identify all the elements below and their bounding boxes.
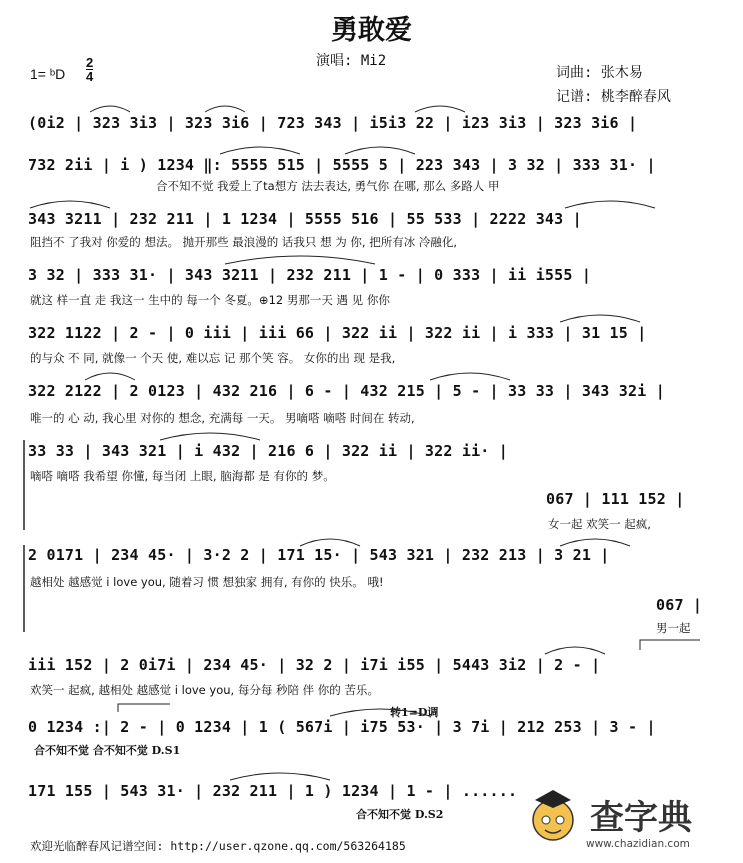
slur-mark [90, 106, 130, 112]
key-change-mark: 转1=D调 [390, 706, 439, 719]
score-row-11-notes: iii 152 | 2 0i7i | 234 45· | 32 2 | i7i i55 | 5443 3i2 | 2 - | [28, 656, 601, 674]
score-row-3-notes: 343 3211 | 232 211 | 1 1234 | 5555 516 | 55 533 | 2222 343 | [28, 210, 582, 228]
score-row-2-notes: 732 2ii | i ) 1234 ‖: 5555 515 | 5555 5 | 223 343 | 3 32 | 333 31· | [28, 156, 656, 174]
slur-mark [205, 106, 245, 112]
score-row-10-notes: 067 | [656, 596, 703, 614]
score-row-4-notes: 3 32 | 333 31· | 343 3211 | 232 211 | 1 - | 0 333 | ii i555 | [28, 266, 592, 284]
score-row-12-lyrics: 合不知不觉 合不知不觉 D.S1 [34, 744, 181, 757]
slur-mark [560, 315, 640, 322]
time-signature-top: 2 [86, 55, 94, 70]
volta-bracket [118, 704, 170, 712]
slur-mark [330, 709, 430, 716]
score-row-9-notes: 2 0171 | 234 45· | 3·2 2 | 171 15· | 543 321 | 232 213 | 3 21 | [28, 546, 610, 564]
slur-mark [430, 373, 510, 380]
footer-credit: 欢迎光临醉春风记谱空间: http://user.qzone.qq.com/563264185 [30, 839, 406, 853]
score-row-8-notes: 067 | 111 152 | [546, 490, 685, 508]
score-row-8-lyrics: 女一起 欢笑一 起疯, [548, 517, 651, 531]
score-row-13-lyrics: 合不知不觉 D.S2 [356, 808, 444, 821]
slur-mark [220, 147, 300, 154]
score-row-2-lyrics: 合不知不觉 我爱上了ta想方 法去表达, 勇气你 在哪, 那么 多路人 甲 [156, 179, 500, 193]
key-signature: 1= ᵇD [30, 66, 66, 82]
slur-mark [300, 539, 360, 546]
score-row-9-lyrics: 越相处 越感觉 i love you, 随着习 惯 想独家 拥有, 有你的 快乐。 哦! [30, 575, 384, 589]
song-title: 勇敢爱 [331, 15, 412, 46]
slur-mark [225, 256, 375, 264]
score-row-4-lyrics: 就这 样一直 走 我这一 生中的 每一个 冬夏。⊕12 男那一天 遇 见 你你 [30, 293, 390, 307]
logo-wordmark: 查字典 [590, 798, 692, 838]
score-row-11-lyrics: 欢笑一 起疯, 越相处 越感觉 i love you, 每分每 秒陪 伴 你的 苦乐。 [30, 683, 379, 697]
transcriber-credit: 记谱: 桃李醉春风 [556, 89, 671, 105]
slur-mark [565, 201, 655, 208]
score-row-13-notes: 171 155 | 543 31· | 232 211 | 1 ) 1234 | 1 - | ...... [28, 782, 518, 800]
slur-mark [160, 433, 260, 440]
slur-mark [230, 773, 330, 780]
score-row-7-notes: 33 33 | 343 321 | i 432 | 216 6 | 322 ii | 322 ii· | [28, 442, 508, 460]
slur-mark [30, 201, 110, 208]
score-row-5-lyrics: 的与众 不 同, 就像一 个天 使, 难以忘 记 那个笑 容。 女你的出 现 是我, [30, 351, 396, 365]
time-signature-bottom: 4 [86, 69, 94, 84]
singer-credit: 演唱: Mi2 [316, 53, 387, 69]
score-row-10-lyrics: 男一起 [656, 621, 691, 635]
slur-mark [415, 106, 465, 112]
score-row-5-notes: 322 1122 | 2 - | 0 iii | iii 66 | 322 ii | 322 ii | i 333 | 31 15 | [28, 324, 647, 342]
score-row-12-notes: 0 1234 :| 2 - | 0 1234 | 1 ( 567i | i75 53· | 3 7i | 212 253 | 3 - | [28, 718, 656, 736]
slur-mark [85, 373, 135, 380]
score-row-1-notes: (0i2 | 323 3i3 | 323 3i6 | 723 343 | i5i3 22 | i23 3i3 | 323 3i6 | [28, 114, 638, 132]
score-row-6-lyrics: 唯一的 心 动, 我心里 对你的 想念, 充满每 一天。 男嘀嗒 嘀嗒 时间在 转动, [30, 411, 415, 425]
slur-mark [545, 647, 605, 654]
slur-mark [345, 147, 415, 154]
slur-mark [560, 539, 630, 546]
score-row-7-lyrics: 嘀嗒 嘀嗒 我希望 你懂, 每当闭 上眼, 脑海都 是 有你的 梦。 [30, 469, 335, 483]
score-row-6-notes: 322 2122 | 2 0123 | 432 216 | 6 - | 432 215 | 5 - | 33 33 | 343 32i | [28, 382, 665, 400]
volta-bracket [640, 640, 700, 650]
logo-url: www.chazidian.com [586, 838, 690, 850]
score-row-3-lyrics: 阻挡不 了我对 你爱的 想法。 抛开那些 最浪漫的 话我只 想 为 你, 把所有冰 冷融化, [30, 235, 458, 249]
composer-credit: 词曲: 张木易 [556, 65, 643, 81]
